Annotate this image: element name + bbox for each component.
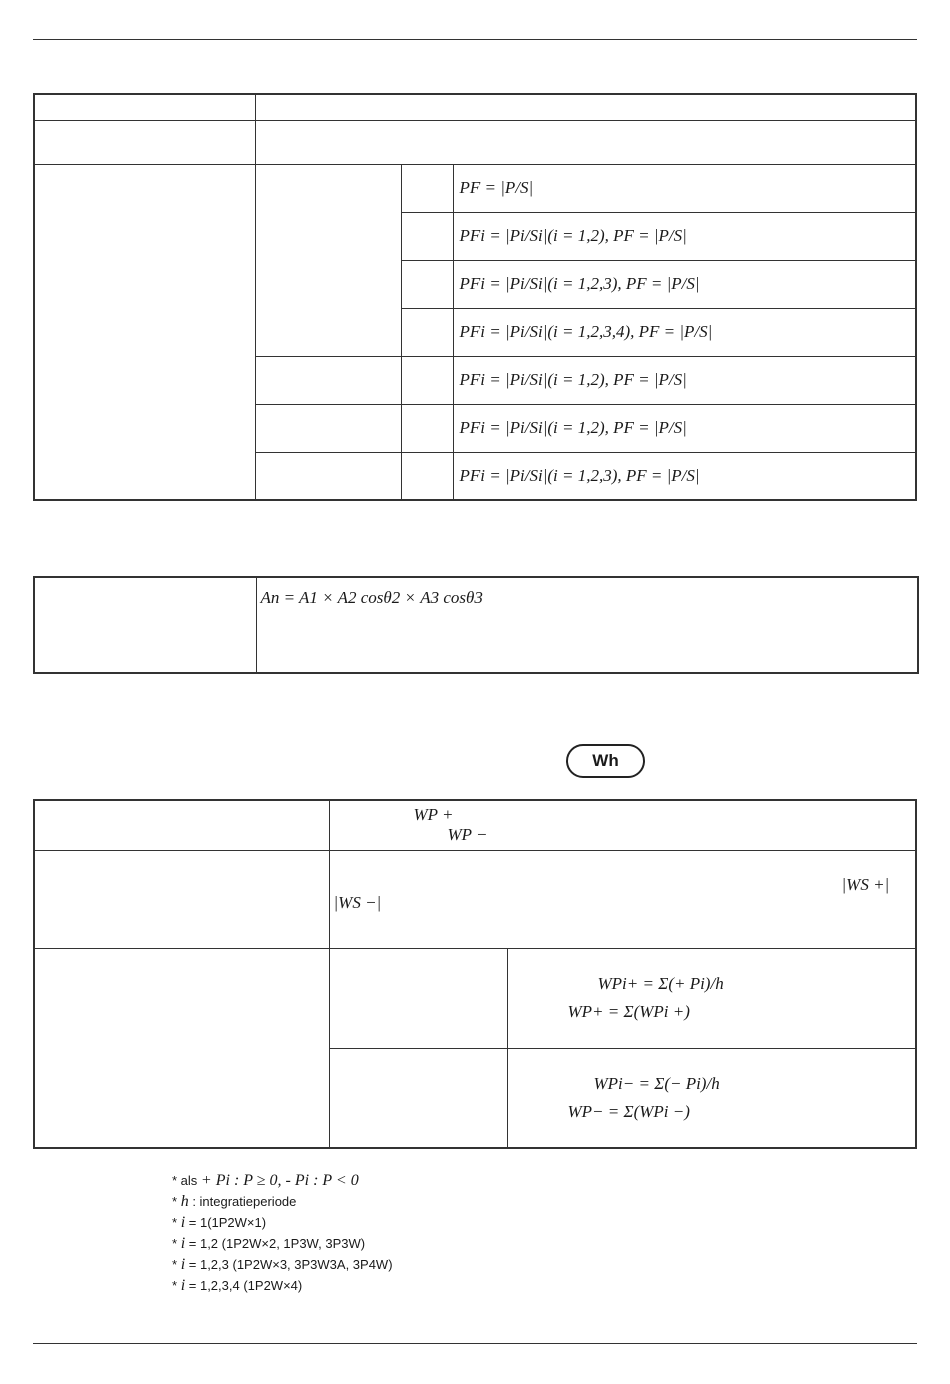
pf-formula-6: [453, 404, 916, 452]
pf-header-label: [34, 94, 255, 120]
note-math: i: [180, 1214, 186, 1231]
note-prefix: * als: [172, 1173, 198, 1188]
note-math: i: [180, 1235, 186, 1252]
pf-wiring-6: [401, 404, 453, 452]
pf-formula-7: [453, 452, 916, 500]
pf-group-c: [255, 404, 401, 452]
wh-row1-value: [329, 800, 916, 850]
pf-formula-text: PFi = |Pi/Si|(i = 1,2,3), PF = |P/S|: [459, 274, 700, 293]
pf-header-value: [255, 94, 916, 120]
pf-formula-4: [453, 308, 916, 356]
wh-wp-minus-sum: WP− = Σ(WPi −): [567, 1101, 690, 1121]
wh-wpi-minus: WPi− = Σ(− Pi)/h: [593, 1073, 720, 1093]
note-5: [172, 1256, 393, 1274]
note-math: h: [180, 1193, 189, 1210]
note-text: = 1,2 (1P2W×2, 1P3W, 3P3W): [188, 1236, 366, 1251]
wh-row1-label: [34, 800, 329, 850]
note-text: = 1(1P2W×1): [188, 1215, 267, 1230]
note-4: [172, 1235, 365, 1253]
pf-formula-text: PFi = |Pi/Si|(i = 1,2,3), PF = |P/S|: [459, 465, 700, 485]
wh-wp-plus-sum: WP+ = Σ(WPi +): [567, 1002, 690, 1021]
pf-formula-text: PF = |P/S|: [459, 178, 534, 197]
wh-ws-plus: |WS +|: [841, 874, 890, 894]
bottom-rule: [33, 1343, 917, 1344]
pf-formula-text: PFi = |Pi/Si|(i = 1,2), PF = |P/S|: [459, 370, 687, 389]
pf-formula-3: [453, 260, 916, 308]
note-prefix: *: [172, 1215, 178, 1230]
pf-group-d: [255, 452, 401, 500]
wh-row2-value: [329, 850, 916, 948]
pf-wiring-5: [401, 356, 453, 404]
pf-group-b: [255, 356, 401, 404]
note-prefix: *: [172, 1194, 178, 1209]
note-prefix: *: [172, 1236, 178, 1251]
an-formula: An = A1 × A2 cosθ2 × A3 cosθ3: [260, 588, 483, 607]
wh-wp-minus: WP −: [447, 825, 488, 845]
wh-calc-label: [34, 948, 329, 1148]
pf-wiring-3: [401, 260, 453, 308]
pf-formula-2: [453, 212, 916, 260]
wh-plus-label: [329, 948, 507, 1048]
an-formula-cell: [256, 577, 918, 673]
pf-table: [33, 93, 917, 501]
pf-group-a: [255, 164, 401, 356]
wh-plus-formula: [507, 948, 916, 1048]
pf-desc-label: [34, 120, 255, 164]
pf-formula-text: PFi = |Pi/Si|(i = 1,2), PF = |P/S|: [459, 418, 687, 437]
wh-row2-label: [34, 850, 329, 948]
an-label: [34, 577, 256, 673]
note-text: = 1,2,3 (1P2W×3, 3P3W3A, 3P4W): [188, 1257, 393, 1272]
an-table: [33, 576, 919, 674]
pf-calc-label: [34, 164, 255, 500]
pf-formula-5: [453, 356, 916, 404]
pf-wiring-4: [401, 308, 453, 356]
note-text: = 1,2,3,4 (1P2W×4): [188, 1278, 303, 1293]
top-rule: [33, 39, 917, 40]
note-3: [172, 1214, 266, 1232]
wh-minus-formula: [507, 1048, 916, 1148]
pf-wiring-7: [401, 452, 453, 500]
note-1: [172, 1172, 359, 1190]
note-6: [172, 1277, 302, 1295]
note-prefix: *: [172, 1257, 178, 1272]
pf-wiring-2: [401, 212, 453, 260]
pf-formula-text: PFi = |Pi/Si|(i = 1,2), PF = |P/S|: [459, 226, 687, 245]
pf-wiring-1: [401, 164, 453, 212]
note-math: i: [180, 1256, 186, 1273]
note-text: : integratieperiode: [192, 1194, 297, 1209]
wh-wpi-plus: WPi+ = Σ(+ Pi)/h: [597, 974, 724, 993]
pf-formula-1: [453, 164, 916, 212]
wh-minus-label: [329, 1048, 507, 1148]
wh-table: [33, 799, 917, 1149]
note-math: + Pi : P ≥ 0, - Pi : P < 0: [200, 1172, 359, 1189]
note-prefix: *: [172, 1278, 178, 1293]
wh-key-icon: Wh: [566, 744, 645, 778]
wh-ws-minus: |WS −|: [333, 892, 382, 912]
pf-formula-text: PFi = |Pi/Si|(i = 1,2,3,4), PF = |P/S|: [459, 322, 713, 341]
wh-wp-plus: WP +: [413, 805, 454, 825]
note-math: i: [180, 1277, 186, 1294]
note-2: [172, 1193, 296, 1211]
pf-desc-value: [255, 120, 916, 164]
